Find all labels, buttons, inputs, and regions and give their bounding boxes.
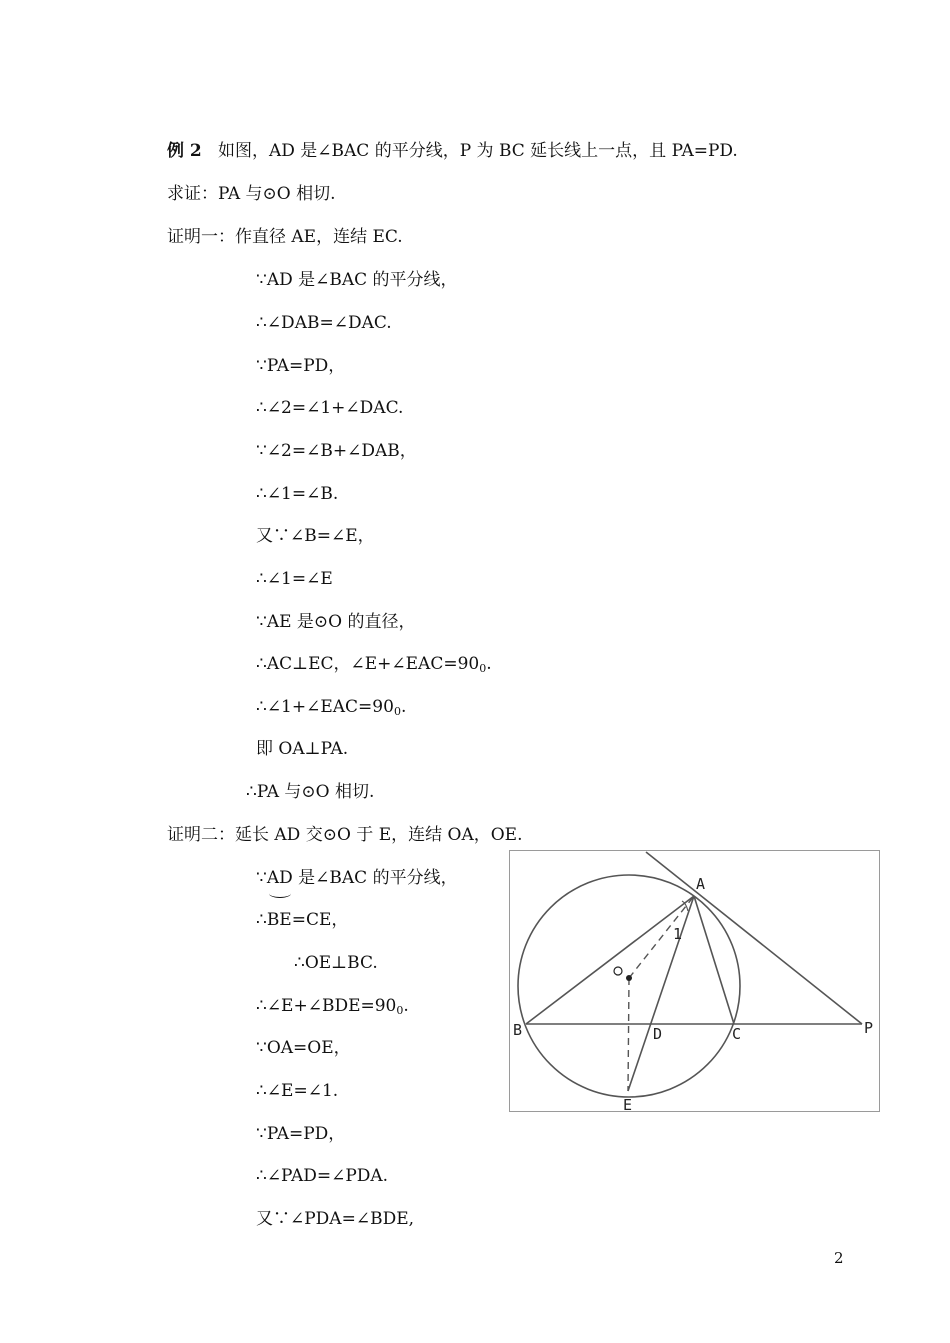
center-dot xyxy=(626,975,632,981)
figure-svg xyxy=(510,851,881,1113)
proof2-step: ∴OE⊥BC. xyxy=(294,953,378,973)
example-statement-text: 如图，AD 是∠BAC 的平分线，P 为 BC 延长线上一点，且 PA=PD. xyxy=(217,141,738,161)
because-symbol: ∵ xyxy=(256,868,267,888)
proof1-step: 又∵∠B=∠E， xyxy=(256,526,375,546)
segment-oe-dashed xyxy=(628,978,629,1091)
proof2-step: ∴∠E=∠1. xyxy=(256,1081,339,1101)
proof2-step: ∵OA=OE， xyxy=(256,1038,351,1058)
proof1-step: ∵AE 是⊙O 的直径， xyxy=(256,612,416,632)
degree-mark: 0 xyxy=(393,705,401,718)
page-number: 2 xyxy=(834,1249,844,1267)
center-o-marker xyxy=(614,967,622,975)
proof2-step-text: ∴∠E+∠BDE=90 xyxy=(256,996,397,1016)
proof2-step: ∵PA=PD， xyxy=(256,1124,346,1144)
step-text: 是 xyxy=(292,868,316,888)
proof1-step: ∵∠2=∠B+∠DAB， xyxy=(256,441,417,461)
arc-ad: AD xyxy=(266,868,293,888)
proof1-conclusion: ∴PA 与⊙O 相切. xyxy=(246,782,375,802)
proof2-step xyxy=(256,995,409,1019)
prove-statement: 求证：PA 与⊙O 相切. xyxy=(167,184,336,204)
proof2-step xyxy=(256,867,458,889)
proof2-step: ∴BE=CE， xyxy=(256,910,349,930)
period: . xyxy=(403,996,409,1016)
label-e: E xyxy=(623,1096,633,1113)
label-c: C xyxy=(732,1025,742,1043)
degree-mark: 0 xyxy=(396,1004,404,1017)
proof1-step xyxy=(256,653,492,677)
proof1-step: ∴∠2=∠1+∠DAC. xyxy=(256,398,404,418)
proof1-step: ∵PA=PD， xyxy=(256,356,346,376)
proof2-step: ∴∠PAD=∠PDA. xyxy=(256,1166,389,1186)
example-statement xyxy=(167,140,738,162)
label-p: P xyxy=(864,1019,874,1037)
step-text: ∠BAC 的平分线， xyxy=(315,868,458,888)
circle-o xyxy=(518,875,740,1097)
proof2-step: 又∵∠PDA=∠BDE, xyxy=(256,1209,415,1229)
proof1-step-text: ∴∠1+∠EAC=90 xyxy=(256,697,394,717)
proof1-step: ∴∠DAB=∠DAC. xyxy=(256,313,392,333)
label-b: B xyxy=(513,1021,523,1039)
period: . xyxy=(486,654,492,674)
degree-mark: 0 xyxy=(479,662,487,675)
proof1-step: ∴∠1=∠B. xyxy=(256,484,339,504)
proof1-heading: 证明一：作直径 AE，连结 EC. xyxy=(167,227,403,247)
label-angle-1: 1 xyxy=(673,925,683,943)
proof1-step: ∴∠1=∠E xyxy=(256,569,333,589)
proof1-step-text: ∴AC⊥EC，∠E+∠EAC=90 xyxy=(256,654,480,674)
example-label: 例 2 xyxy=(167,141,202,161)
proof2-heading: 证明二：延长 AD 交⊙O 于 E，连结 OA，OE. xyxy=(167,825,523,845)
proof1-step: 即 OA⊥PA. xyxy=(256,739,349,759)
label-a: A xyxy=(696,875,706,893)
proof1-step: ∵AD 是∠BAC 的平分线， xyxy=(256,270,458,290)
segment-oa-dashed xyxy=(629,896,694,978)
period: . xyxy=(400,697,407,717)
segment-ab xyxy=(526,896,694,1024)
geometry-figure xyxy=(509,850,880,1112)
segment-ae xyxy=(628,896,694,1091)
proof1-step xyxy=(256,696,406,720)
label-d: D xyxy=(653,1025,663,1043)
